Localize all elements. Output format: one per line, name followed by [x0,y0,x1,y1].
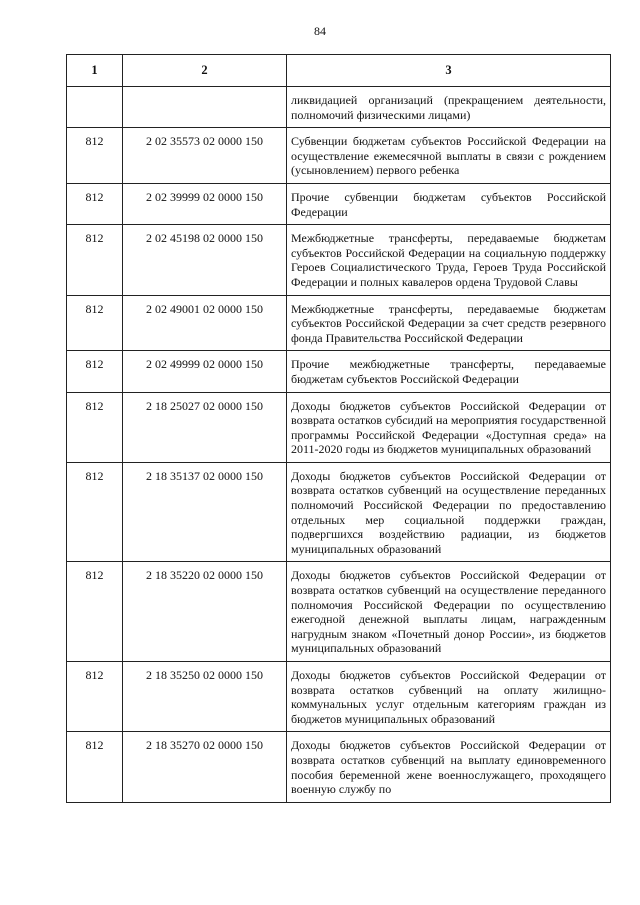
description-cell: Доходы бюджетов субъектов Российской Федерации от возврата остатков субсидий на мероприятия государственной программы Российской Федерации «Доступная среда» на 2011-2020 годы из бюджетов муниципальных образований [287,392,611,462]
income-code-cell: 2 18 35270 02 0000 150 [123,732,287,802]
table-row [67,225,611,295]
column-header-1: 1 [67,55,123,87]
income-code-cell: 2 18 35137 02 0000 150 [123,462,287,562]
table-header-row [67,55,611,87]
admin-code-cell: 812 [67,128,123,184]
column-header-2: 2 [123,55,287,87]
admin-code-cell: 812 [67,183,123,224]
description-cell: Межбюджетные трансферты, передаваемые бюджетам субъектов Российской Федерации за счет средств резервного фонда Правительства Российской Федерации [287,295,611,351]
income-code-cell: 2 02 45198 02 0000 150 [123,225,287,295]
budget-classification-table [66,54,611,803]
page-number: 84 [314,24,326,38]
description-cell: Доходы бюджетов субъектов Российской Федерации от возврата остатков субвенций на выплату единовременного пособия беременной жене военнослужащего, проходящего военную службу по [287,732,611,802]
column-header-3: 3 [287,55,611,87]
admin-code-cell [67,87,123,128]
admin-code-cell: 812 [67,662,123,732]
income-code-cell: 2 02 49001 02 0000 150 [123,295,287,351]
table-row [67,128,611,184]
table-row [67,392,611,462]
description-cell: Субвенции бюджетам субъектов Российской Федерации на осуществление ежемесячной выплаты в связи с рождением (усыновлением) первого ребенка [287,128,611,184]
admin-code-cell: 812 [67,225,123,295]
table-row [67,562,611,662]
table-row [67,662,611,732]
admin-code-cell: 812 [67,295,123,351]
admin-code-cell: 812 [67,732,123,802]
income-code-cell: 2 18 35250 02 0000 150 [123,662,287,732]
income-code-cell [123,87,287,128]
admin-code-cell: 812 [67,351,123,392]
description-cell: Доходы бюджетов субъектов Российской Федерации от возврата остатков субвенций на осуществление переданных полномочий Российской Федерации по предоставлению отдельных мер социальной поддержки граждан, подвергшихся воздействию радиации, из бюджетов муниципальных образований [287,462,611,562]
admin-code-cell: 812 [67,562,123,662]
table-row [67,183,611,224]
income-code-cell: 2 02 35573 02 0000 150 [123,128,287,184]
income-code-cell: 2 02 39999 02 0000 150 [123,183,287,224]
description-cell: Доходы бюджетов субъектов Российской Федерации от возврата остатков субвенций на оплату жилищно-коммунальных услуг отдельным категориям граждан из бюджетов муниципальных образований [287,662,611,732]
description-cell: Прочие межбюджетные трансферты, передаваемые бюджетам субъектов Российской Федерации [287,351,611,392]
table-row [67,732,611,802]
income-code-cell: 2 18 25027 02 0000 150 [123,392,287,462]
admin-code-cell: 812 [67,392,123,462]
description-cell: Прочие субвенции бюджетам субъектов Российской Федерации [287,183,611,224]
admin-code-cell: 812 [67,462,123,562]
table-row [67,87,611,128]
table-row [67,351,611,392]
description-cell: Доходы бюджетов субъектов Российской Федерации от возврата остатков субвенций на осуществление переданного полномочия Российской Федерации по осуществлению ежегодной денежной выплаты лицам, награжденным нагрудным знаком «Почетный донор России», из бюджетов муниципальных образований [287,562,611,662]
description-cell: ликвидацией организаций (прекращением деятельности, полномочий физическими лицами) [287,87,611,128]
description-cell: Межбюджетные трансферты, передаваемые бюджетам субъектов Российской Федерации на социальную поддержку Героев Социалистического Труда, Героев Труда Российской Федерации и полных кавалеров ордена Трудовой Славы [287,225,611,295]
table-row [67,295,611,351]
table-row [67,462,611,562]
income-code-cell: 2 18 35220 02 0000 150 [123,562,287,662]
income-code-cell: 2 02 49999 02 0000 150 [123,351,287,392]
